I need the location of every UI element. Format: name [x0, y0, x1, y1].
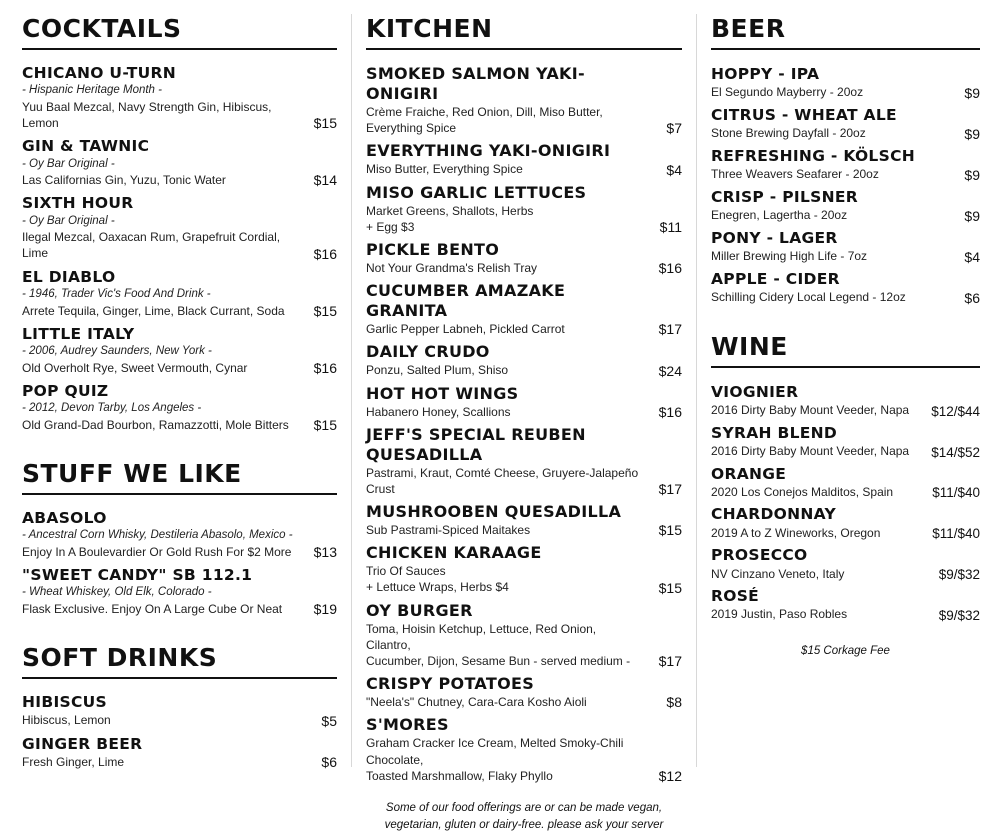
item-name: JEFF'S SPECIAL REUBEN QUESADILLA — [366, 424, 586, 464]
item-description: Market Greens, Shallots, Herbs — [366, 203, 534, 218]
item-name: CRISPY POTATOES — [366, 674, 535, 694]
menu-item — [366, 183, 682, 235]
section-title-beer: BEER — [711, 14, 980, 50]
item-name: OY BURGER — [366, 600, 473, 620]
section-title-wine: WINE — [711, 332, 980, 368]
item-name: LITTLE ITALY — [22, 324, 135, 343]
beer-description: Stone Brewing Dayfall - 20oz — [710, 126, 866, 141]
item-name: EVERYTHING YAKI-ONIGIRI — [366, 141, 611, 161]
item-name: SIXTH HOUR — [22, 194, 134, 213]
item-price: $15 — [658, 579, 682, 596]
item-subtitle: - Hispanic Heritage Month - — [22, 84, 162, 97]
item-price: $16 — [313, 359, 337, 376]
item-subtitle: - Oy Bar Original - — [22, 214, 115, 227]
menu-item — [22, 325, 337, 376]
item-price: $8 — [666, 694, 682, 711]
item-description: Las Californias Gin, Yuzu, Tonic Water — [22, 173, 226, 188]
item-name: GIN & TAWNIC — [22, 137, 150, 156]
wine-price: $9/$32 — [938, 567, 980, 583]
menu-item — [22, 735, 337, 771]
beer-item — [711, 269, 980, 306]
menu-item — [22, 64, 337, 131]
wine-item — [711, 423, 980, 460]
beer-price: $9 — [964, 166, 980, 183]
item-name: GINGER BEER — [22, 734, 143, 753]
kitchen-footnote: Some of our food offerings are or can be made vegan, vegetarian, gluten or dairy-free. please ask your server — [384, 801, 664, 831]
item-description: Hibiscus, Lemon — [22, 713, 111, 728]
wine-varietal: PROSECCO — [710, 546, 808, 565]
item-price: $15 — [313, 302, 337, 319]
item-price: $15 — [658, 522, 682, 539]
wine-price: $12/$44 — [931, 403, 980, 419]
item-name: MUSHROOBEN QUESADILLA — [366, 502, 622, 522]
wine-description: 2016 Dirty Baby Mount Veeder, Napa — [710, 402, 910, 417]
item-price: $11 — [659, 218, 682, 235]
item-price: $4 — [666, 161, 682, 178]
item-price: $17 — [658, 481, 682, 498]
item-description: Old Overholt Rye, Sweet Vermouth, Cynar — [22, 360, 248, 375]
wine-price: $11/$40 — [932, 485, 980, 501]
item-description: Sub Pastrami-Spiced Maitakes — [366, 523, 531, 538]
beer-item — [711, 228, 980, 265]
item-price: $5 — [321, 712, 337, 729]
item-name: S'MORES — [366, 715, 449, 735]
item-price: $19 — [313, 601, 337, 617]
menu-item — [22, 566, 337, 617]
item-name: CHICKEN KARAAGE — [366, 543, 542, 563]
menu-item — [366, 502, 682, 538]
item-subtitle: - 1946, Trader Vic's Food And Drink - — [22, 287, 211, 300]
item-price: $16 — [658, 403, 682, 420]
menu-item — [22, 137, 337, 188]
beer-style: APPLE - CIDER — [710, 269, 840, 288]
item-price: $12 — [658, 767, 682, 784]
item-price: $17 — [658, 653, 682, 670]
beer-item — [711, 187, 980, 224]
item-description: Enjoy In A Boulevardier Or Gold Rush For $2 More — [22, 544, 292, 559]
wine-description: 2019 A to Z Wineworks, Oregon — [710, 525, 881, 540]
item-description: Crème Fraiche, Red Onion, Dill, Miso Butter, Everything Spice — [366, 105, 603, 136]
item-price: $16 — [313, 245, 337, 262]
menu-item — [22, 194, 337, 261]
item-subtitle: - 2012, Devon Tarby, Los Angeles - — [22, 402, 202, 415]
wine-item — [711, 382, 980, 419]
wine-varietal: SYRAH BLEND — [710, 423, 838, 442]
column-beer-wine — [696, 14, 990, 767]
item-description: Garlic Pepper Labneh, Pickled Carrot — [366, 322, 565, 337]
item-subtitle: - Wheat Whiskey, Old Elk, Colorado - — [22, 586, 212, 599]
beer-price: $9 — [964, 84, 980, 101]
beer-description: Three Weavers Seafarer - 20oz — [710, 167, 879, 182]
item-description: Yuu Baal Mezcal, Navy Strength Gin, Hibiscus, Lemon — [22, 99, 272, 131]
item-name: HOT HOT WINGS — [366, 383, 519, 403]
item-subtitle: - Ancestral Corn Whisky, Destileria Abasolo, Mexico - — [22, 529, 293, 542]
menu-item — [366, 425, 682, 497]
item-description: Miso Butter, Everything Spice — [366, 162, 523, 177]
beer-style: REFRESHING - KÖLSCH — [710, 146, 916, 165]
item-price: $24 — [658, 362, 682, 379]
section-title-soft-drinks: SOFT DRINKS — [22, 643, 337, 679]
wine-item — [711, 545, 980, 582]
menu-item — [366, 715, 682, 784]
item-name: CUCUMBER AMAZAKE GRANITA — [366, 281, 566, 321]
wine-varietal: VIOGNIER — [710, 382, 799, 401]
item-description-extra: + Egg $3 — [366, 219, 415, 234]
item-price: $14 — [313, 172, 337, 189]
section-title-stuff-we-like: STUFF WE LIKE — [22, 459, 337, 495]
item-name: DAILY CRUDO — [366, 342, 490, 362]
item-description-extra: Toasted Marshmallow, Flaky Phyllo — [366, 768, 553, 783]
menu-item — [366, 141, 682, 177]
item-price: $15 — [313, 416, 337, 433]
menu-item — [366, 674, 682, 710]
beer-description: Miller Brewing High Life - 7oz — [710, 248, 868, 263]
wine-price: $11/$40 — [932, 526, 980, 542]
beer-price: $4 — [964, 248, 980, 265]
menu-item — [366, 601, 682, 670]
menu-item — [366, 240, 682, 276]
item-name: MISO GARLIC LETTUCES — [366, 182, 587, 202]
item-price: $16 — [658, 260, 682, 277]
wine-description: 2020 Los Conejos Malditos, Spain — [710, 484, 894, 499]
beer-style: PONY - LAGER — [710, 228, 838, 247]
item-name: SMOKED SALMON YAKI-ONIGIRI — [366, 64, 585, 103]
item-description: Flask Exclusive. Enjoy On A Large Cube Or Neat — [22, 601, 283, 616]
item-name: PICKLE BENTO — [366, 239, 500, 259]
menu-item — [366, 384, 682, 420]
menu-item — [22, 268, 337, 319]
item-name: POP QUIZ — [22, 381, 109, 400]
item-description: "Neela's" Chutney, Cara-Cara Kosho Aioli — [366, 695, 587, 710]
item-description: Fresh Ginger, Lime — [22, 754, 125, 769]
beer-item — [711, 64, 980, 101]
beer-price: $9 — [964, 207, 980, 224]
corkage-note: $15 Corkage Fee — [801, 645, 890, 658]
beer-style: CRISP - PILSNER — [710, 187, 858, 206]
section-title-kitchen: KITCHEN — [366, 14, 682, 50]
beer-style: HOPPY - IPA — [710, 65, 820, 83]
item-description: Habanero Honey, Scallions — [366, 404, 511, 419]
wine-price: $14/$52 — [931, 444, 980, 460]
menu-item — [22, 509, 337, 560]
beer-description: Enegren, Lagertha - 20oz — [710, 207, 848, 222]
section-title-cocktails: COCKTAILS — [22, 14, 337, 50]
item-description: Toma, Hoisin Ketchup, Lettuce, Red Onion, Cilantro, — [366, 621, 597, 652]
menu-item — [22, 382, 337, 433]
wine-item — [711, 504, 980, 541]
menu-item — [366, 64, 682, 136]
item-description: Not Your Grandma's Relish Tray — [366, 260, 538, 275]
item-price: $6 — [321, 754, 337, 771]
item-name: HIBISCUS — [22, 693, 108, 711]
item-name: ABASOLO — [22, 508, 107, 527]
item-subtitle: - 2006, Audrey Saunders, New York - — [22, 345, 212, 358]
menu-item — [366, 281, 682, 337]
beer-description: El Segundo Mayberry - 20oz — [710, 85, 864, 100]
menu-item — [22, 693, 337, 729]
item-description-extra: Cucumber, Dijon, Sesame Bun - served medium - — [366, 654, 631, 668]
beer-style: CITRUS - WHEAT ALE — [710, 105, 897, 124]
wine-varietal: ORANGE — [710, 464, 787, 483]
menu-item — [366, 342, 682, 378]
beer-item — [711, 146, 980, 183]
column-drinks — [10, 14, 351, 771]
wine-item — [711, 586, 980, 623]
wine-description: NV Cinzano Veneto, Italy — [710, 566, 845, 581]
beer-description: Schilling Cidery Local Legend - 12oz — [710, 289, 906, 304]
beer-price: $9 — [964, 125, 980, 142]
wine-varietal: ROSÉ — [710, 587, 760, 606]
beer-price: $6 — [964, 289, 980, 306]
item-description: Arrete Tequila, Ginger, Lime, Black Currant, Soda — [22, 303, 285, 318]
column-kitchen — [351, 14, 696, 831]
item-description-extra: + Lettuce Wraps, Herbs $4 — [366, 580, 509, 595]
item-description: Ilegal Mezcal, Oaxacan Rum, Grapefruit Cordial, Lime — [22, 230, 281, 261]
item-description: Old Grand-Dad Bourbon, Ramazzotti, Mole Bitters — [22, 417, 289, 432]
item-subtitle: - Oy Bar Original - — [22, 157, 115, 170]
item-price: $17 — [658, 321, 682, 338]
menu-item — [366, 543, 682, 595]
item-description: Trio Of Sauces — [366, 564, 446, 579]
wine-description: 2016 Dirty Baby Mount Veeder, Napa — [710, 443, 910, 458]
item-price: $13 — [313, 543, 337, 560]
item-description: Graham Cracker Ice Cream, Melted Smoky-Chili Chocolate, — [366, 736, 624, 767]
wine-item — [711, 464, 980, 501]
item-price: $15 — [313, 115, 337, 132]
wine-varietal: CHARDONNAY — [710, 505, 836, 524]
wine-price: $9/$32 — [938, 608, 980, 624]
item-description: Ponzu, Salted Plum, Shiso — [366, 363, 509, 378]
item-description: Pastrami, Kraut, Comté Cheese, Gruyere-Jalapeño Crust — [366, 465, 639, 496]
wine-description: 2019 Justin, Paso Robles — [710, 607, 848, 622]
item-name: "SWEET CANDY" SB 112.1 — [22, 565, 253, 584]
item-name: EL DIABLO — [22, 267, 116, 286]
item-name: CHICANO U-TURN — [22, 64, 177, 82]
item-price: $7 — [666, 120, 682, 137]
beer-item — [711, 105, 980, 142]
